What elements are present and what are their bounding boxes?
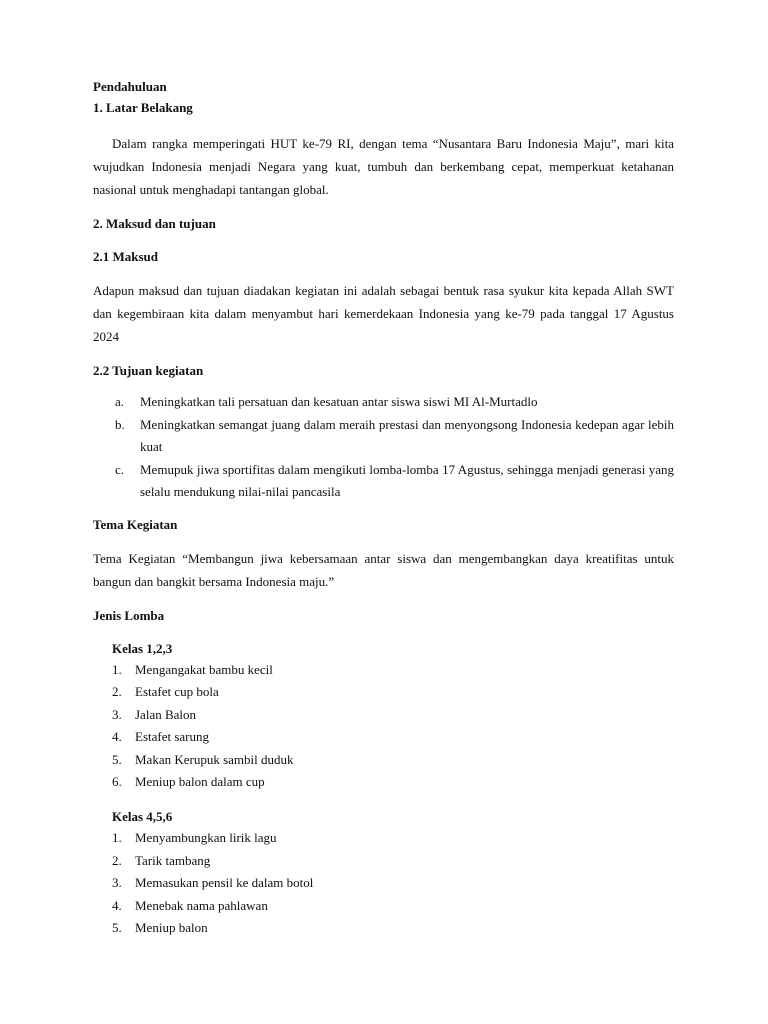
list-marker: a. (115, 394, 125, 409)
list-item-text: Estafet sarung (135, 729, 210, 745)
list-marker: 5. (112, 920, 122, 936)
subsection-title-maksud: 2.1 Maksud (93, 249, 159, 264)
latar-belakang-paragraph: Dalam rangka memperingati HUT ke-79 RI, dengan tema “Nusantara Baru Indonesia Maju”, mari kita wujudkan Indonesia menjadi Negara yang kuat, tumbuh dan berkembang cepat, memperkuat ketahanan nasional untuk menghadapi tantangan global. (93, 136, 674, 197)
list-item (93, 459, 674, 504)
kelas-456-list (93, 827, 674, 940)
kelas-123-title: Kelas 1,2,3 (112, 640, 173, 656)
section-title-tema: Tema Kegiatan (93, 516, 178, 532)
list-item-text: Estafet cup bola (135, 684, 219, 700)
list-marker: c. (115, 461, 125, 477)
list-item (93, 681, 674, 704)
document-page (93, 76, 674, 940)
list-item-text: Menyambungkan lirik lagu (135, 830, 277, 846)
list-marker: 5. (112, 751, 122, 767)
maksud-paragraph: Adapun maksud dan tujuan diadakan kegiatan ini adalah sebagai bentuk rasa syukur kita kepada Allah SWT dan kegembiraan kita dalam menyambut hari kemerdekaan Indonesia yang ke-79 pada tanggal 17 Agustus 2024 (93, 283, 674, 344)
list-item-text: Menebak nama pahlawan (135, 897, 268, 913)
list-item (93, 850, 674, 873)
list-item-text: Meningkatkan semangat juang dalam meraih prestasi dan menyongsong Indonesia kedepan agar lebih kuat (140, 416, 674, 454)
list-item-text: Jalan Balon (135, 706, 197, 722)
tujuan-list (93, 391, 674, 504)
section-title-latar-belakang: 1. Latar Belakang (93, 100, 193, 115)
kelas-123-list (93, 659, 674, 795)
list-item-text: Memasukan pensil ke dalam botol (135, 875, 314, 891)
list-item (93, 827, 674, 850)
list-item (93, 872, 674, 895)
list-item (93, 659, 674, 682)
list-marker: 2. (112, 852, 122, 868)
list-item (93, 726, 674, 749)
list-item-text: Meniup balon dalam cup (135, 774, 265, 790)
list-item (93, 414, 674, 459)
list-marker: 1. (112, 661, 122, 677)
list-item (93, 895, 674, 918)
list-marker: 4. (112, 897, 122, 913)
subsection-title-tujuan: 2.2 Tujuan kegiatan (93, 363, 204, 378)
section-title-maksud-tujuan: 2. Maksud dan tujuan (93, 216, 216, 231)
list-item (93, 771, 674, 794)
list-marker: 3. (112, 706, 122, 722)
list-marker: 2. (112, 684, 122, 700)
list-item-text: Tarik tambang (135, 852, 211, 868)
kelas-456-title: Kelas 4,5,6 (112, 809, 173, 825)
list-item-text: Memupuk jiwa sportifitas dalam mengikuti lomba-lomba 17 Agustus, sehingga menjadi generasi yang selalu mendukung nilai-nilai pancasila (140, 461, 674, 499)
section-title-jenis-lomba: Jenis Lomba (93, 607, 165, 623)
list-item (93, 917, 674, 940)
list-item-text: Mengangakat bambu kecil (135, 661, 273, 677)
list-marker: 6. (112, 774, 122, 790)
list-item-text: Meningkatkan tali persatuan dan kesatuan antar siswa siswi MI Al-Murtadlo (140, 394, 538, 409)
list-item-text: Makan Kerupuk sambil duduk (135, 751, 294, 767)
list-marker: 4. (112, 729, 122, 745)
list-item (93, 704, 674, 727)
list-marker: 3. (112, 875, 122, 891)
list-marker: b. (115, 416, 125, 432)
list-item (93, 391, 674, 414)
list-item-text: Meniup balon (135, 920, 208, 936)
list-marker: 1. (112, 830, 122, 846)
tema-paragraph: Tema Kegiatan “Membangun jiwa kebersamaan antar siswa dan mengembangkan daya kreatifitas untuk bangun dan bangkit bersama Indonesia maju.” (93, 550, 674, 589)
document-heading: Pendahuluan (93, 79, 167, 94)
list-item (93, 749, 674, 772)
